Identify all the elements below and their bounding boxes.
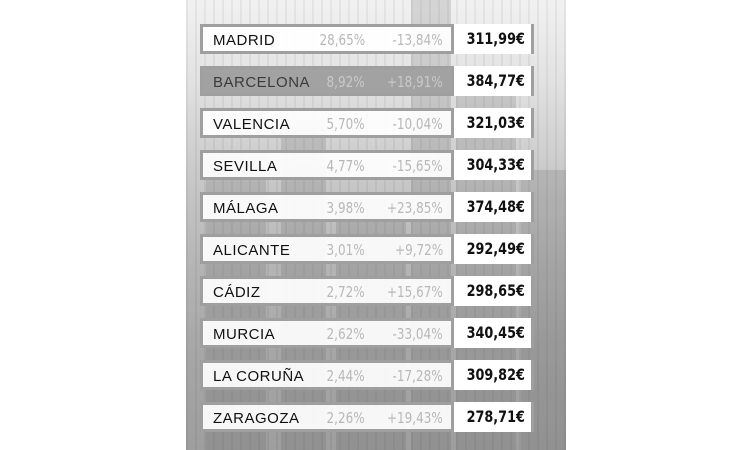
price-box	[451, 108, 531, 138]
background-building	[456, 90, 516, 450]
price-value: 278,71€	[466, 407, 525, 426]
price-change: +18,91%	[387, 73, 443, 91]
city-name: BARCELONA	[213, 74, 311, 91]
table-row[interactable]	[200, 108, 534, 138]
price-change: -17,28%	[392, 367, 443, 385]
price-value: 292,49€	[466, 239, 525, 258]
price-box	[451, 192, 531, 222]
price-change: +23,85%	[387, 199, 443, 217]
city-name: VALENCIA	[213, 116, 291, 133]
market-share: 3,01%	[326, 241, 365, 259]
city-name: MADRID	[213, 32, 276, 49]
price-change: +19,43%	[387, 409, 443, 427]
price-value: 321,03€	[466, 113, 525, 132]
city-name: SEVILLA	[213, 158, 278, 175]
market-share: 2,26%	[326, 409, 365, 427]
table-row[interactable]	[200, 150, 534, 180]
price-value: 298,65€	[466, 281, 525, 300]
market-share: 8,92%	[326, 73, 365, 91]
price-change: -15,65%	[392, 157, 443, 175]
price-box	[451, 360, 531, 390]
price-change: -33,04%	[392, 325, 443, 343]
table-row[interactable]	[200, 192, 534, 222]
city-name: ALICANTE	[213, 242, 291, 259]
price-value: 374,48€	[466, 197, 525, 216]
market-share: 4,77%	[326, 157, 365, 175]
price-value: 311,99€	[466, 29, 525, 48]
city-price-panel	[186, 0, 566, 450]
price-box	[451, 234, 531, 264]
market-share: 28,65%	[319, 31, 365, 49]
price-change: -13,84%	[392, 31, 443, 49]
table-row[interactable]	[200, 276, 534, 306]
city-name: CÁDIZ	[213, 284, 261, 301]
price-box	[451, 150, 531, 180]
city-name: ZARAGOZA	[213, 410, 300, 427]
price-box	[451, 402, 531, 432]
market-share: 5,70%	[326, 115, 365, 133]
price-change: +9,72%	[394, 241, 443, 259]
city-name: MURCIA	[213, 326, 276, 343]
market-share: 2,44%	[326, 367, 365, 385]
price-box	[451, 276, 531, 306]
price-box	[451, 318, 531, 348]
price-change: +15,67%	[387, 283, 443, 301]
table-row[interactable]	[200, 66, 534, 96]
city-name: MÁLAGA	[213, 200, 279, 217]
market-share: 3,98%	[326, 199, 365, 217]
market-share: 2,62%	[326, 325, 365, 343]
price-value: 340,45€	[466, 323, 525, 342]
price-box	[451, 24, 531, 54]
table-row[interactable]	[200, 360, 534, 390]
table-row[interactable]	[200, 318, 534, 348]
city-name: LA CORUÑA	[213, 368, 305, 385]
price-value: 309,82€	[466, 365, 525, 384]
price-box	[451, 66, 531, 96]
table-row[interactable]	[200, 24, 534, 54]
price-value: 384,77€	[466, 71, 525, 90]
market-share: 2,72%	[326, 283, 365, 301]
price-value: 304,33€	[466, 155, 525, 174]
table-row[interactable]	[200, 234, 534, 264]
price-change: -10,04%	[392, 115, 443, 133]
table-row[interactable]	[200, 402, 534, 432]
